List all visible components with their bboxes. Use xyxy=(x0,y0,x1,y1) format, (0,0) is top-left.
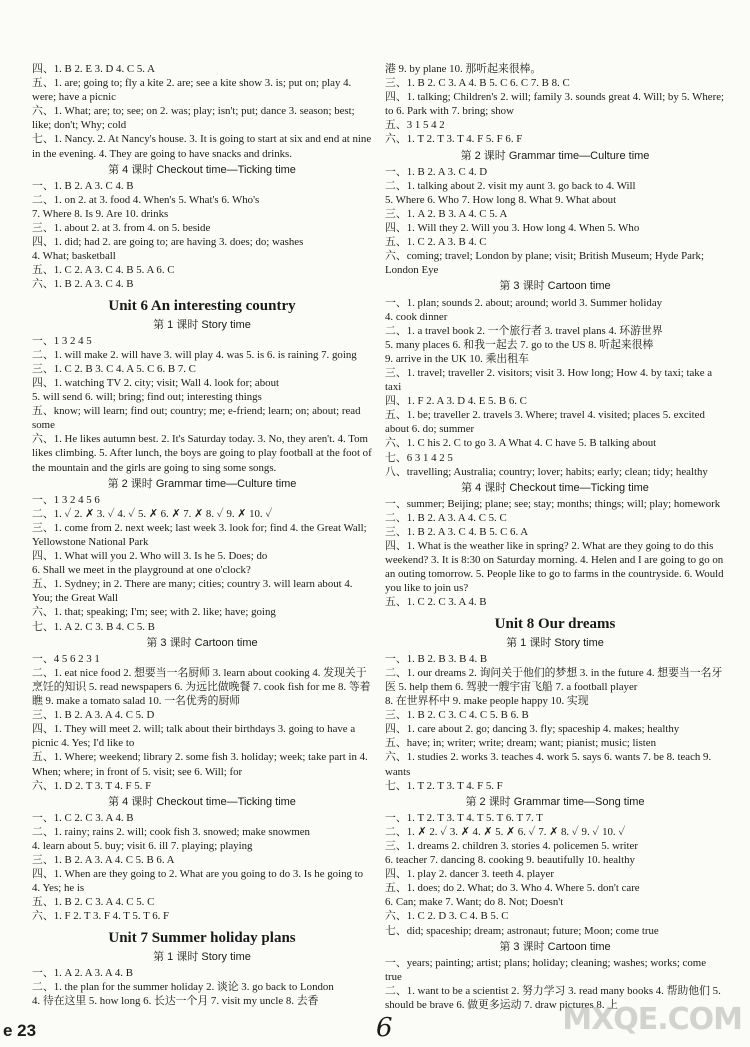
answer-line: 四、1. They will meet 2. will; talk about their birthdays 3. going to have a picnic 4. Yes; I'd like to xyxy=(32,723,356,750)
answer-line: 三、1. C 2. B 3. C 4. A 5. C 6. B 7. C xyxy=(32,362,196,375)
answer-line: 三、1. A 2. B 3. A 4. C 5. A xyxy=(385,207,508,220)
answer-line: 6. teacher 7. dancing 8. cooking 9. beautifully 10. healthy xyxy=(385,854,635,867)
lesson-heading: 第 3 课时 Cartoon time xyxy=(146,636,258,649)
answer-line: 三、1. B 2. A 3. A 4. C 5. D xyxy=(32,709,155,722)
answer-line: 二、1. ✗ 2. ✓ 3. ✗ 4. ✗ 5. ✗ 6. ✓ 7. ✗ 8. ✓ 9. ✓ 10. ✓ xyxy=(385,825,626,838)
answer-line: 四、1. did; had 2. are going to; are having 3. does; do; washes xyxy=(32,236,304,249)
answer-line: 七、1. T 2. T 3. T 4. F 5. F xyxy=(385,779,503,792)
answer-line: 六、1. C his 2. C to go 3. A What 4. C have 5. B talking about xyxy=(385,437,657,450)
answer-line: 一、1 3 2 4 5 xyxy=(32,334,92,347)
answer-line: 七、1. A 2. C 3. B 4. C 5. B xyxy=(32,620,155,633)
answer-line: 五、1. C 2. C 3. A 4. B xyxy=(385,596,487,609)
answer-line: 8. 在世界杯中 9. make people happy 10. 实现 xyxy=(385,695,589,708)
answer-line: 六、1. B 2. A 3. C 4. B xyxy=(32,278,134,291)
answer-line: 六、1. that; speaking; I'm; see; with 2. like; have; going xyxy=(32,606,276,619)
answer-line: 4. cook dinner xyxy=(385,310,448,323)
answer-line: 六、1. What; are; to; see; on 2. was; play; isn't; put; dance 3. season; best; like; don't; Why; cold xyxy=(32,105,355,132)
answer-line: 四、1. watching TV 2. city; visit; Wall 4. look for; about xyxy=(32,376,280,389)
answer-line: 五、1. C 2. A 3. C 4. B 5. A 6. C xyxy=(32,264,175,277)
lesson-heading: 第 1 课时 Story time xyxy=(506,636,604,649)
answer-line: 一、years; painting; artist; plans; holiday; cleaning; washes; works; come true xyxy=(385,956,707,983)
answer-line: 二、1. eat nice food 2. 想要当一名厨师 3. learn about cooking 4. 发现关于烹饪的知识 5. read newspapers 6. 为远比做晚餐 7. cook fish for me 8. 等着瞧 9. make a tomato salad 10. 一名优秀的厨师 xyxy=(32,666,371,708)
answer-line: 二、1. a travel book 2. 一个旅行者 3. travel plans 4. 环游世界 xyxy=(385,324,663,337)
answer-line: 一、1 3 2 4 5 6 xyxy=(32,493,100,506)
answer-line: 6. Shall we meet in the playground at one o'clock? xyxy=(32,564,251,577)
lesson-heading: 第 3 课时 Cartoon time xyxy=(499,940,611,953)
watermark-logo: MXQE.COM xyxy=(562,1002,742,1037)
lesson-heading: 第 1 课时 Story time xyxy=(153,318,251,331)
answer-line: 一、1. T 2. T 3. T 4. T 5. T 6. T 7. T xyxy=(385,811,543,824)
answer-line: 4. learn about 5. buy; visit 6. ill 7. playing; playing xyxy=(32,839,253,852)
answer-line: 一、1. plan; sounds 2. about; around; world 3. Summer holiday xyxy=(385,296,663,309)
answer-line: 二、1. on 2. at 3. food 4. When's 5. What's 6. Who's xyxy=(32,193,260,206)
answer-line: 5. will send 6. will; bring; find out; interesting things xyxy=(32,391,262,404)
answer-line: 四、1. B 2. E 3. D 4. C 5. A xyxy=(32,63,155,75)
lesson-heading: 第 3 课时 Cartoon time xyxy=(499,280,611,293)
answer-line: 七、6 3 1 4 2 5 xyxy=(385,451,453,464)
unit-heading: Unit 8 Our dreams xyxy=(494,615,616,632)
answer-line: 五、1. Sydney; in 2. There are many; cities; country 3. will learn about 4. You; the Great Wall xyxy=(32,578,353,605)
answer-line: 八、travelling; Australia; country; lover; habits; early; clean; tidy; healthy xyxy=(385,465,708,478)
answer-line: 六、1. F 2. T 3. F 4. T 5. T 6. F xyxy=(32,910,170,923)
answer-line: 三、1. B 2. C 3. A 4. B 5. C 6. C 7. B 8. C xyxy=(385,77,570,90)
lesson-heading: 第 2 课时 Grammar time—Song time xyxy=(465,795,645,808)
answer-line: 一、1. B 2. A 3. C 4. B xyxy=(32,179,134,192)
answer-line: 一、1. A 2. A 3. A 4. B xyxy=(32,966,133,979)
answer-line: 4. What; basketball xyxy=(32,250,116,263)
lesson-heading: 第 2 课时 Grammar time—Culture time xyxy=(107,477,297,490)
answer-line: 五、3 1 5 4 2 xyxy=(385,119,445,132)
answer-line: 五、1. be; traveller 2. travels 3. Where; travel 4. visited; places 5. excited about 6. do; summer xyxy=(385,409,705,436)
lesson-heading: 第 1 课时 Story time xyxy=(153,950,251,963)
answer-line: 四、1. Will they 2. Will you 3. How long 4. When 5. Who xyxy=(385,222,640,235)
answer-line: 五、1. C 2. A 3. B 4. C xyxy=(385,236,487,249)
answer-line: 五、1. Where; weekend; library 2. some fish 3. holiday; week; take part in 4. When; where; in front of 5. visit; see 6. Will; for xyxy=(32,751,368,778)
answer-line: 六、coming; travel; London by plane; visit; British Museum; Hyde Park; London Eye xyxy=(385,250,704,277)
answer-line: 二、1. want to be a scientist 2. 努力学习 3. read many books 4. 帮助他们 5. should be brave 6. 做更多运动 7. draw pictures 8. 上 xyxy=(385,984,721,1011)
answer-line: 港 9. by plane 10. 那听起来很棒。 xyxy=(385,63,542,75)
answer-line: 一、1. B 2. B 3. B 4. B xyxy=(385,652,488,665)
answer-line: 二、1. the plan for the summer holiday 2. 谈论 3. go back to London xyxy=(32,980,334,993)
answer-line: 三、1. dreams 2. children 3. stories 4. policemen 5. writer xyxy=(385,839,638,852)
answer-line: 5. many places 6. 和我一起去 7. go to the US 8. 听起来很棒 xyxy=(385,338,654,351)
right-column xyxy=(385,62,725,1012)
answer-line: 五、1. are; going to; fly a kite 2. are; see a kite show 3. is; put on; play 4. were; have a picnic xyxy=(32,77,352,104)
answer-line: 四、1. What is the weather like in spring? 2. What are they going to do this weekend? 3. It is 8:30 on Saturday morning. 4. Helen and I are going to go on an outing tomorrow. 5. People like to go to farms in the countryside. 6. Would you like to join us? xyxy=(385,540,724,595)
answer-line: 一、4 5 6 2 3 1 xyxy=(32,652,100,665)
answer-line: 三、1. B 2. A 3. C 4. B 5. C 6. A xyxy=(385,526,529,538)
answer-line: 二、1. our dreams 2. 询问关于他们的梦想 3. in the future 4. 想要当一名牙医 5. help them 6. 驾驶一艘宇宙飞船 7. a football player xyxy=(385,666,723,693)
answer-line: 四、1. When are they going to 2. What are you going to do 3. Is he going to 4. Yes; he is xyxy=(32,868,364,895)
answer-line: 六、1. studies 2. works 3. teaches 4. work 5. says 6. wants 7. be 8. teach 9. wants xyxy=(385,751,712,778)
answer-line: 四、1. play 2. dancer 3. teeth 4. player xyxy=(385,868,554,881)
answer-line: 六、1. T 2. T 3. T 4. F 5. F 6. F xyxy=(385,133,523,146)
answer-line: 六、1. D 2. T 3. T 4. F 5. F xyxy=(32,779,152,792)
answer-line: 三、1. travel; traveller 2. visitors; visit 3. How long; How 4. by taxi; take a taxi xyxy=(385,366,713,394)
answer-line: 二、1. ✓ 2. ✗ 3. ✓ 4. ✓ 5. ✗ 6. ✗ 7. ✗ 8. ✓ 9. ✗ 10. ✓ xyxy=(32,507,273,520)
lesson-heading: 第 4 课时 Checkout time—Ticking time xyxy=(461,481,649,494)
unit-heading: Unit 6 An interesting country xyxy=(108,297,296,314)
answer-line: 七、did; spaceship; dream; astronaut; future; Moon; come true xyxy=(385,924,659,937)
answer-line: 4. 待在这里 5. how long 6. 长达一个月 7. visit my uncle 8. 去香 xyxy=(32,994,319,1007)
lesson-heading: 第 4 课时 Checkout time—Ticking time xyxy=(108,795,296,808)
lesson-heading: 第 2 课时 Grammar time—Culture time xyxy=(460,149,650,162)
answer-line: 五、1. B 2. C 3. A 4. C 5. C xyxy=(32,896,155,909)
left-column xyxy=(32,62,372,1008)
answer-line: 六、1. He likes autumn best. 2. It's Saturday today. 3. No, they aren't. 4. Tom likes climbing. 5. After lunch, the boys are going to play football at the foot of the mountain and the girls are going to sing some songs. xyxy=(32,433,372,474)
handwritten-mark: 6 xyxy=(376,1013,393,1043)
page-number: e 23 xyxy=(3,1021,37,1040)
answer-line: 七、1. Nancy. 2. At Nancy's house. 3. It is going to start at six and end at nine in the evening. 4. They are going to have snacks and drinks. xyxy=(32,133,372,160)
answer-line: 6. Can; make 7. Want; do 8. Not; Doesn't xyxy=(385,896,564,909)
answer-line: 五、know; will learn; find out; country; me; e-friend; learn; on; about; read some xyxy=(32,405,361,432)
answer-line: 四、1. What will you 2. Who will 3. Is he 5. Does; do xyxy=(32,550,268,563)
answer-line: 三、1. come from 2. next week; last week 3. look for; find 4. the Great Wall; Yellowstone National Park xyxy=(32,521,367,548)
answer-line: 二、1. talking about 2. visit my aunt 3. go back to 4. Will xyxy=(385,179,636,192)
answer-line: 五、have; in; writer; write; dream; want; pianist; music; listen xyxy=(385,737,657,750)
answer-line: 二、1. rainy; rains 2. will; cook fish 3. snowed; make snowmen xyxy=(32,825,310,838)
answer-line: 7. Where 8. Is 9. Are 10. drinks xyxy=(32,207,169,220)
answer-line: 四、1. F 2. A 3. D 4. E 5. B 6. C xyxy=(385,395,527,408)
answer-line: 一、summer; Beijing; plane; see; stay; months; things; will; play; homework xyxy=(385,497,721,510)
answer-line: 三、1. B 2. A 3. A 4. C 5. B 6. A xyxy=(32,854,175,867)
answer-line: 5. Where 6. Who 7. How long 8. What 9. What about xyxy=(385,193,617,206)
answer-line: 五、1. does; do 2. What; do 3. Who 4. Where 5. don't care xyxy=(385,882,640,895)
answer-line: 二、1. B 2. A 3. A 4. C 5. C xyxy=(385,511,507,524)
answer-line: 二、1. will make 2. will have 3. will play 4. was 5. is 6. is raining 7. going xyxy=(32,348,357,361)
answer-line: 一、1. B 2. A 3. C 4. D xyxy=(385,165,488,178)
answer-line: 三、1. B 2. C 3. C 4. C 5. B 6. B xyxy=(385,709,529,722)
lesson-heading: 第 4 课时 Checkout time—Ticking time xyxy=(108,163,296,176)
answer-line: 9. arrive in the UK 10. 乘出租车 xyxy=(385,352,529,365)
answer-line: 四、1. care about 2. go; dancing 3. fly; spaceship 4. makes; healthy xyxy=(385,723,680,736)
answer-line: 四、1. talking; Children's 2. will; family 3. sounds great 4. Will; by 5. Where; to 6. Park with 7. bring; show xyxy=(385,91,725,118)
unit-heading: Unit 7 Summer holiday plans xyxy=(108,929,296,946)
answer-line: 六、1. C 2. D 3. C 4. B 5. C xyxy=(385,910,509,923)
answer-line: 三、1. about 2. at 3. from 4. on 5. beside xyxy=(32,222,211,235)
answer-line: 一、1. C 2. C 3. A 4. B xyxy=(32,811,134,824)
